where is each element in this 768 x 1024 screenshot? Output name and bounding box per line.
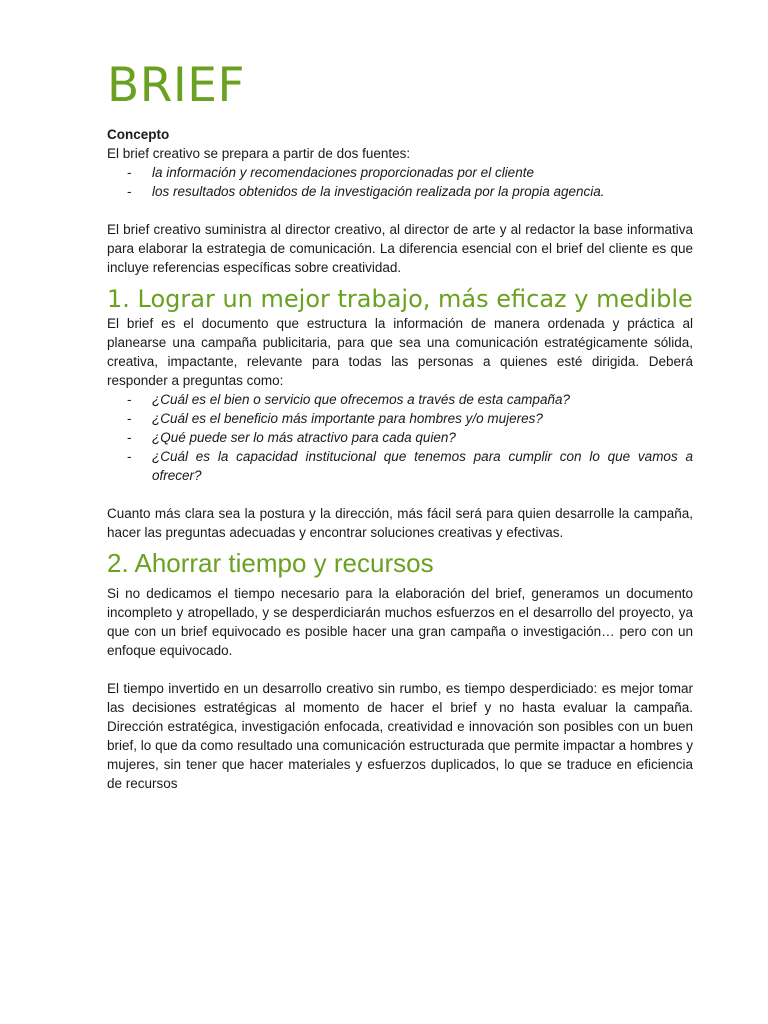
section1-closing: Cuanto más clara sea la postura y la dirección, más fácil será para quien desarrolle la campaña, hacer las preguntas adecuadas y encontrar soluciones creativas y efectivas.	[107, 506, 693, 540]
list-item: - los resultados obtenidos de la investigación realizada por la propia agencia.	[152, 182, 693, 201]
list-item: - la información y recomendaciones proporcionadas por el cliente	[152, 163, 693, 182]
section2-paragraph-1: Si no dedicamos el tiempo necesario para la elaboración del brief, generamos un documento incompleto y atropellado, y se desperdiciarán muchos esfuerzos en el desarrollo del proyecto, ya que con un brief equivocado es posible hacer una gran campaña o investigación… pero con un enfoque equivocado.	[107, 586, 693, 658]
concepto-intro: El brief creativo se prepara a partir de dos fuentes:	[107, 146, 411, 161]
document-title: BRIEF	[107, 58, 245, 113]
concepto-paragraph: El brief creativo suministra al director creativo, al director de arte y al redactor la base informativa para elaborar la estrategia de comunicación. La diferencia esencial con el brief del cliente es que incluye referencias específicas sobre creatividad.	[107, 222, 693, 275]
concepto-heading: Concepto	[107, 127, 170, 142]
section1-heading: 1. Lograr un mejor trabajo, más eficaz y medible	[107, 285, 693, 313]
list-item: - ¿Cuál es la capacidad institucional que tenemos para cumplir con lo que vamos a ofrecer?	[152, 447, 693, 485]
section2-heading: 2. Ahorrar tiempo y recursos	[107, 548, 434, 578]
concepto-list	[107, 163, 693, 201]
section1-paragraph: El brief es el documento que estructura la información de manera ordenada y práctica al planearse una campaña publicitaria, para que sea una comunicación estratégicamente sólida, creativa, impactante, relevante para todas las personas a quienes esté dirigida. Deberá responder a preguntas como:	[107, 316, 693, 388]
section1-list	[107, 390, 693, 485]
list-item: - ¿Qué puede ser lo más atractivo para cada quien?	[152, 428, 693, 447]
list-item: - ¿Cuál es el bien o servicio que ofrecemos a través de esta campaña?	[152, 390, 693, 409]
list-item: - ¿Cuál es el beneficio más importante para hombres y/o mujeres?	[152, 409, 693, 428]
section2-paragraph-2: El tiempo invertido en un desarrollo creativo sin rumbo, es tiempo desperdiciado: es mejor tomar las decisiones estratégicas al momento de hacer el brief y no hasta evaluar la campaña. Dirección estratégica, investigación enfocada, creatividad e innovación son posibles con un buen brief, lo que da como resultado una comunicación estructurada que permite impactar a hombres y mujeres, sin tener que hacer materiales y esfuerzos duplicados, lo que se traduce en eficiencia de recursos	[107, 681, 693, 791]
